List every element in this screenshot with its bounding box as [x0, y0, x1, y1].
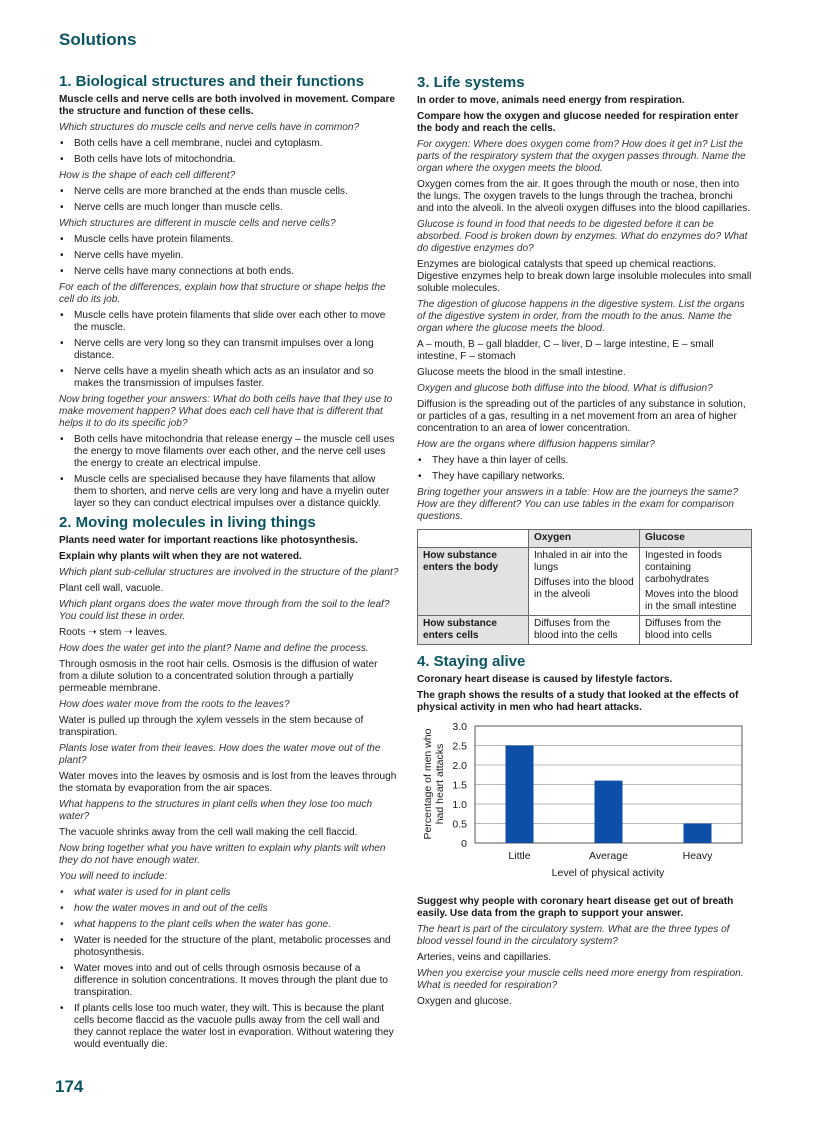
s3-prompt-4: Oxygen and glucose both diffuse into the blood. What is diffusion? — [417, 383, 713, 394]
list-item: • Muscle cells have protein filaments. — [59, 234, 399, 246]
chart-x-tick-label: Little — [508, 850, 531, 862]
s2-prompt-6: What happens to the structures in plant cells when they lose too much water? — [59, 799, 373, 822]
chart-y-ticks — [452, 721, 467, 850]
chart-y-tick-label: 0.5 — [452, 818, 467, 831]
s1-answer-list-1 — [59, 138, 399, 166]
s2-answer-1: Plant cell wall, vacuole. — [59, 583, 164, 594]
s2-prompt-2: Which plant organs does the water move through from the soil to the leaf? You could list these in order. — [59, 599, 390, 622]
list-item: • Nerve cells are much longer than muscle cells. — [59, 202, 399, 214]
table-row — [418, 548, 752, 616]
chart-y-label-line1: Percentage of men who — [422, 728, 434, 840]
right-column — [417, 74, 752, 1012]
s1-prompt-1: Which structures do muscle cells and nerve cells have in common? — [59, 122, 360, 133]
cell-text: Moves into the blood in the small intestine — [645, 589, 739, 612]
list-item: • Nerve cells have many connections at both ends. — [59, 266, 399, 278]
list-item: • Nerve cells have a myelin sheath which acts as an insulator and so makes the transmission of impulses faster. — [59, 366, 399, 390]
table-row — [418, 616, 752, 645]
list-item: • Water is needed for the structure of the plant, metabolic processes and photosynthesis. — [59, 935, 399, 959]
list-item: • If plants cells lose too much water, they wilt. This is because the plant cells become flaccid as the vacuole pulls away from the cell wall and they cannot replace the water lost in evaporation. Without watering they would eventually die. — [59, 1003, 399, 1051]
list-item: • what happens to the plant cells when the water has gone. — [59, 919, 399, 931]
page-title: Solutions — [59, 30, 137, 49]
s1-prompt-3: Which structures are different in muscle cells and nerve cells? — [59, 218, 336, 229]
table-header-row — [418, 530, 752, 548]
s2-prompt-8: You will need to include: — [59, 871, 168, 882]
section-4-heading: 4. Staying alive — [417, 653, 526, 670]
s3-prompt-3: The digestion of glucose happens in the digestive system. List the organs of the digestive system in order, from the mouth to the anus. Name the organ where the glucose meets the blood. — [417, 299, 745, 334]
s3-statement: In order to move, animals need energy from respiration. — [417, 95, 685, 106]
list-item: • Both cells have lots of mitochondria. — [59, 154, 399, 166]
s3-answer-list-5 — [417, 455, 752, 483]
s4-question: Suggest why people with coronary heart disease get out of breath easily. Use data from the graph to support your answer. — [417, 896, 734, 919]
s2-prompt-7: Now bring together what you have written to explain why plants wilt when they do not have enough water. — [59, 843, 386, 866]
bar-chart — [417, 718, 752, 888]
s2-answer-2: Roots ➝ stem ➝ leaves. — [59, 627, 168, 638]
s1-prompt-5: Now bring together your answers: What do both cells have that they use to make movement happen? What does each cell have that is different that helps it to do its specific job? — [59, 394, 393, 429]
table-corner-cell — [418, 530, 529, 548]
table-cell: Diffuses from the blood into cells — [640, 616, 752, 645]
s3-answer-1: Oxygen comes from the air. It goes through the mouth or nose, then into the lungs. The oxygen travels to the lungs through the trachea, bronchi and into the alveoli. In the alveoli oxygen diffuses into the blood capillaries. — [417, 179, 751, 214]
s2-prompt-4: How does water move from the roots to the leaves? — [59, 699, 290, 710]
table-row-label: How substance enters cells — [418, 616, 529, 645]
s1-answer-list-4 — [59, 310, 399, 390]
section-2-heading: 2. Moving molecules in living things — [59, 514, 316, 531]
chart-bar-little — [506, 746, 534, 844]
s2-answer-4: Water is pulled up through the xylem vessels in the stem because of transpiration. — [59, 715, 364, 738]
chart-y-tick-label: 3.0 — [452, 721, 467, 733]
page-number: 174 — [55, 1077, 84, 1096]
table-cell — [529, 548, 640, 616]
section-1-heading: 1. Biological structures and their functions — [59, 73, 365, 90]
s2-answer-6: The vacuole shrinks away from the cell wall making the cell flaccid. — [59, 827, 358, 838]
list-item: • Both cells have mitochondria that release energy – the muscle cell uses the energy to move filaments over each other, and the nerve cell uses the energy to create an electrical impulse. — [59, 434, 399, 470]
list-item: • Nerve cells are very long so they can transmit impulses over a long distance. — [59, 338, 399, 362]
s2-include-list — [59, 887, 399, 1051]
list-item: • Nerve cells have myelin. — [59, 250, 399, 262]
table-cell — [640, 548, 752, 616]
list-item: • They have a thin layer of cells. — [417, 455, 752, 467]
table-header-glucose: Glucose — [640, 530, 752, 548]
list-item: • Muscle cells have protein filaments that slide over each other to move the muscle. — [59, 310, 399, 334]
s3-prompt-5: How are the organs where diffusion happens similar? — [417, 439, 655, 450]
s1-prompt-2: How is the shape of each cell different? — [59, 170, 236, 181]
s1-answer-list-5 — [59, 434, 399, 510]
s3-prompt-6: Bring together your answers in a table: How are the journeys the same? How are they different? You can use tables in the exam for comparison questions. — [417, 487, 738, 522]
chart-x-tick-label: Average — [589, 850, 628, 862]
chart-bar-average — [595, 781, 623, 843]
table-cell: Diffuses from the blood into the cells — [529, 616, 640, 645]
chart-y-tick-label: 1.5 — [452, 779, 467, 792]
table-row-label: How substance enters the body — [418, 548, 529, 616]
s2-prompt-1: Which plant sub-cellular structures are involved in the structure of the plant? — [59, 567, 399, 578]
s4-answer-1: Arteries, veins and capillaries. — [417, 952, 552, 963]
s4-graph-intro: The graph shows the results of a study that looked at the effects of physical activity in men who had heart attacks. — [417, 690, 739, 713]
list-item: • They have capillary networks. — [417, 471, 752, 483]
chart-x-ticks — [508, 850, 713, 862]
s4-prompt-1: The heart is part of the circulatory system. What are the three types of blood vessel found in the circulatory system? — [417, 924, 730, 947]
chart-y-tick-label: 0 — [461, 838, 467, 850]
list-item: • Muscle cells are specialised because they have filaments that allow them to shorten, and nerve cells are very long and have a myelin outer layer so they can conduct electrical impulses over a distance quickly. — [59, 474, 399, 510]
chart-bar-heavy — [684, 824, 712, 844]
left-column — [59, 73, 399, 1055]
comparison-table — [417, 529, 752, 645]
s3-answer-4: Diffusion is the spreading out of the particles of any substance in solution, or particles of a gas, resulting in a net movement from an area of higher concentration to an area of lower concentration. — [417, 399, 746, 434]
s1-question: Muscle cells and nerve cells are both involved in movement. Compare the structure and function of these cells. — [59, 94, 396, 117]
s2-answer-5: Water moves into the leaves by osmosis and is lost from the leaves through the stomata by evaporation from the air spaces. — [59, 771, 397, 794]
cell-text: Diffuses into the blood in the alveoli — [534, 577, 634, 600]
chart-y-tick-label: 1.0 — [452, 799, 467, 811]
s3-answer-3: A – mouth, B – gall bladder, C – liver, D – large intestine, E – small intestine, F – stomach — [417, 339, 714, 362]
s2-question: Explain why plants wilt when they are not watered. — [59, 551, 302, 562]
list-item: • Both cells have a cell membrane, nuclei and cytoplasm. — [59, 138, 399, 150]
chart-y-label-line2: had heart attacks — [434, 743, 446, 825]
s2-answer-3: Through osmosis in the root hair cells. Osmosis is the diffusion of water from a dilute solution to a concentrated solution through a partially permeable membrane. — [59, 659, 378, 694]
list-item: • what water is used for in plant cells — [59, 887, 399, 899]
chart-y-tick-label: 2.0 — [452, 760, 467, 772]
s3-prompt-1: For oxygen: Where does oxygen come from? How does it get in? List the parts of the respiratory system that the oxygen passes through. Name the organ where the oxygen meets the blood. — [417, 139, 746, 174]
s1-prompt-4: For each of the differences, explain how that structure or shape helps the cell do its job. — [59, 282, 386, 305]
s1-answer-list-2 — [59, 186, 399, 214]
chart-x-label: Level of physical activity — [551, 867, 665, 879]
s4-answer-2: Oxygen and glucose. — [417, 996, 512, 1007]
s4-statement: Coronary heart disease is caused by lifestyle factors. — [417, 674, 673, 685]
list-item: • Nerve cells are more branched at the ends than muscle cells. — [59, 186, 399, 198]
s4-prompt-2: When you exercise your muscle cells need more energy from respiration. What is needed for respiration? — [417, 968, 744, 991]
s2-prompt-3: How does the water get into the plant? Name and define the process. — [59, 643, 369, 654]
list-item: • Water moves into and out of cells through osmosis because of a difference in solution concentrations. It moves through the plant due to transpiration. — [59, 963, 399, 999]
chart-x-tick-label: Heavy — [682, 850, 713, 862]
s3-prompt-2: Glucose is found in food that needs to be digested before it can be absorbed. Food is broken down by enzymes. What do enzymes do? What do digestive enzymes do? — [417, 219, 748, 254]
table-header-oxygen: Oxygen — [529, 530, 640, 548]
s2-prompt-5: Plants lose water from their leaves. How does the water move out of the plant? — [59, 743, 381, 766]
s2-statement: Plants need water for important reactions like photosynthesis. — [59, 535, 358, 546]
chart-svg — [417, 718, 752, 888]
list-item: • how the water moves in and out of the cells — [59, 903, 399, 915]
chart-bars — [506, 746, 712, 844]
s3-answer-3b: Glucose meets the blood in the small intestine. — [417, 367, 626, 378]
chart-y-tick-label: 2.5 — [452, 740, 467, 753]
s3-answer-2: Enzymes are biological catalysts that speed up chemical reactions. Digestive enzymes help to break down large insoluble molecules into small soluble molecules. — [417, 259, 752, 294]
s3-question: Compare how the oxygen and glucose needed for respiration enter the body and reach the cells. — [417, 111, 739, 134]
s1-answer-list-3 — [59, 234, 399, 278]
section-3-heading: 3. Life systems — [417, 74, 525, 91]
cell-text: Ingested in foods containing carbohydrates — [645, 550, 722, 585]
cell-text: Inhaled in air into the lungs — [534, 550, 628, 573]
